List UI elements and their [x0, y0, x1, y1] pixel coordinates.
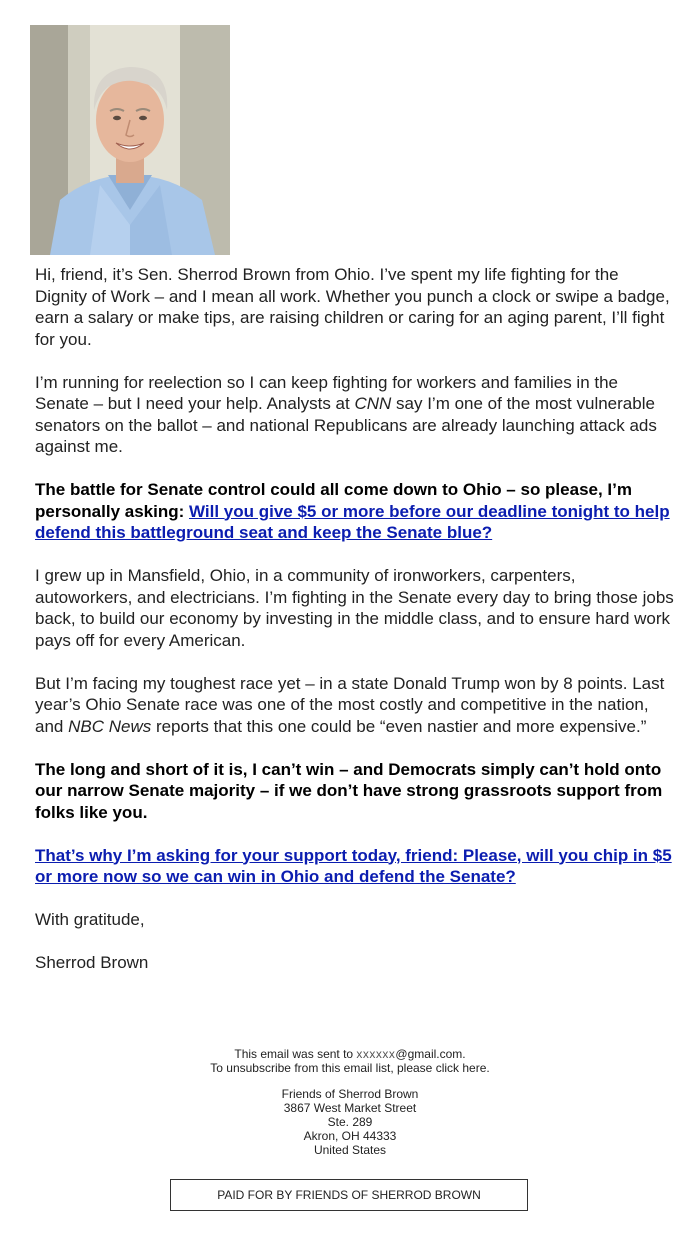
paragraph-intro: Hi, friend, it’s Sen. Sherrod Brown from Ohio. I’ve spent my life fighting for the Dignity of Work – and I mean all work. Whether you punch a clock or swipe a badge, earn a salary or make tips, are raising children or caring for an aging parent, I’ll fight for you. — [35, 265, 670, 349]
letter-content — [35, 264, 675, 995]
paragraph-reelection-text-2: say I’m one of the most vulnerable senators on the ballot – and national Republicans are already launching attack ads against me. — [35, 394, 657, 456]
portrait-illustration — [30, 25, 230, 255]
masked-email: xxxxxx — [356, 1047, 396, 1061]
address-suite: Ste. 289 — [327, 1115, 373, 1129]
portrait-photo — [30, 25, 230, 255]
paragraph-race-text-2: reports that this one could be “even nastier and more expensive.” — [151, 716, 647, 736]
sent-to-line — [0, 1047, 700, 1061]
sent-to-prefix: This email was sent to — [234, 1047, 357, 1061]
paragraph-reelection-text-1: I’m running for reelection so I can keep fighting for workers and families in the Senate – but I need your help. Analysts at — [35, 372, 619, 413]
paid-for-disclaimer: PAID FOR BY FRIENDS OF SHERROD BROWN — [170, 1179, 528, 1211]
unsubscribe-link[interactable]: click here — [435, 1061, 487, 1075]
paragraph-reelection — [35, 372, 675, 458]
paragraph-ask — [35, 845, 675, 888]
paragraph-mansfield: I grew up in Mansfield, Ohio, in a community of ironworkers, carpenters, autoworkers, and electricians. I’m fighting in the Senate every day to bring those jobs back, to build our economy by investing in the middle class, and to ensure hard work pays off for every American. — [35, 566, 674, 650]
paragraph-toughest-race — [35, 673, 675, 738]
paragraph-battle — [35, 479, 675, 544]
org-name: Friends of Sherrod Brown — [281, 1087, 419, 1101]
address-city: Akron, OH 44333 — [303, 1129, 397, 1143]
donate-link-deadline[interactable]: Will you give $5 or more before our deadline tonight to help defend this battleground seat and keep the Senate blue? — [35, 501, 670, 542]
paragraph-battle-text: The battle for Senate control could all come down to Ohio – so please, I’m personally asking: — [35, 480, 632, 521]
closing-text: With gratitude, — [35, 910, 145, 929]
email-domain: @gmail.com. — [395, 1047, 466, 1061]
email-footer — [0, 1047, 700, 1157]
signature: Sherrod Brown — [35, 953, 149, 972]
donate-link-chip-in[interactable]: That’s why I’m asking for your support today, friend: Please, will you chip in $5 or more now so we can win in Ohio and defend the Senate? — [35, 845, 672, 886]
address-street: 3867 West Market Street — [283, 1101, 417, 1115]
nbc-source: NBC News — [68, 716, 152, 736]
unsubscribe-prefix: To unsubscribe from this email list, please — [210, 1061, 436, 1075]
unsubscribe-line — [0, 1061, 700, 1075]
paragraph-long-short: The long and short of it is, I can’t win – and Democrats simply can’t hold onto our narrow Senate majority – if we don’t have strong grassroots support from folks like you. — [35, 759, 663, 822]
unsubscribe-suffix: . — [486, 1061, 490, 1075]
address-country: United States — [313, 1143, 387, 1157]
paragraph-race-text-1: But I’m facing my toughest race yet – in a state Donald Trump won by 8 points. Last year’s Ohio Senate race was one of the most costly and competitive in the nation, and — [35, 673, 665, 736]
cnn-source: CNN — [354, 394, 392, 413]
